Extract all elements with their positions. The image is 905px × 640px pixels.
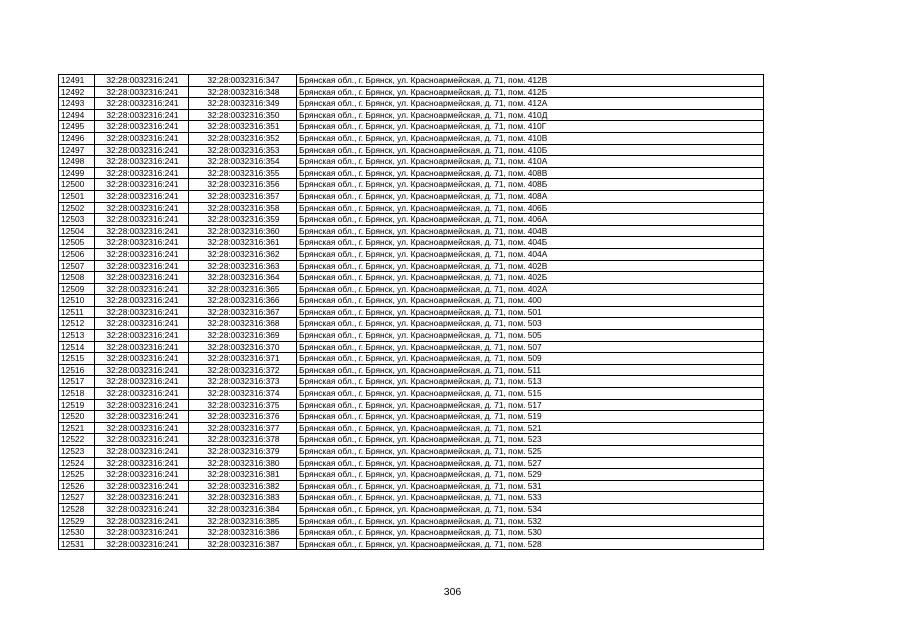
table-row: [59, 295, 764, 307]
cadastral-number-cell: 32:28:0032316:353: [189, 144, 297, 156]
cadastral-number-cell: 32:28:0032316:363: [189, 260, 297, 272]
cadastral-number-cell: 32:28:0032316:355: [189, 167, 297, 179]
cadastral-number-cell: 32:28:0032316:376: [189, 411, 297, 423]
row-number-cell: 12522: [59, 434, 95, 446]
address-cell: Брянская обл., г. Брянск, ул. Красноармейская, д. 71, пом. 521: [297, 422, 764, 434]
row-number-cell: 12493: [59, 98, 95, 110]
cadastral-number-cell: 32:28:0032316:369: [189, 330, 297, 342]
parent-cadastral-number-cell: 32:28:0032316:241: [95, 237, 189, 249]
cadastral-number-cell: 32:28:0032316:354: [189, 156, 297, 168]
parent-cadastral-number-cell: 32:28:0032316:241: [95, 225, 189, 237]
cadastral-number-cell: 32:28:0032316:387: [189, 538, 297, 550]
table-row: [59, 411, 764, 423]
table-row: [59, 353, 764, 365]
parent-cadastral-number-cell: 32:28:0032316:241: [95, 86, 189, 98]
table-row: [59, 121, 764, 133]
address-cell: Брянская обл., г. Брянск, ул. Красноармейская, д. 71, пом. 402В: [297, 260, 764, 272]
row-number-cell: 12504: [59, 225, 95, 237]
row-number-cell: 12511: [59, 306, 95, 318]
table-row: [59, 190, 764, 202]
row-number-cell: 12502: [59, 202, 95, 214]
parent-cadastral-number-cell: 32:28:0032316:241: [95, 167, 189, 179]
row-number-cell: 12501: [59, 190, 95, 202]
table-row: [59, 144, 764, 156]
parent-cadastral-number-cell: 32:28:0032316:241: [95, 364, 189, 376]
address-cell: Брянская обл., г. Брянск, ул. Красноармейская, д. 71, пом. 408А: [297, 190, 764, 202]
address-cell: Брянская обл., г. Брянск, ул. Красноармейская, д. 71, пом. 511: [297, 364, 764, 376]
address-cell: Брянская обл., г. Брянск, ул. Красноармейская, д. 71, пом. 519: [297, 411, 764, 423]
cadastral-number-cell: 32:28:0032316:367: [189, 306, 297, 318]
table-row: [59, 341, 764, 353]
parent-cadastral-number-cell: 32:28:0032316:241: [95, 179, 189, 191]
table-row: [59, 469, 764, 481]
table-row: [59, 538, 764, 550]
address-cell: Брянская обл., г. Брянск, ул. Красноармейская, д. 71, пом. 408В: [297, 167, 764, 179]
address-cell: Брянская обл., г. Брянск, ул. Красноармейская, д. 71, пом. 412А: [297, 98, 764, 110]
parent-cadastral-number-cell: 32:28:0032316:241: [95, 272, 189, 284]
cadastral-number-cell: 32:28:0032316:372: [189, 364, 297, 376]
parent-cadastral-number-cell: 32:28:0032316:241: [95, 121, 189, 133]
row-number-cell: 12507: [59, 260, 95, 272]
row-number-cell: 12496: [59, 132, 95, 144]
address-cell: Брянская обл., г. Брянск, ул. Красноармейская, д. 71, пом. 527: [297, 457, 764, 469]
row-number-cell: 12515: [59, 353, 95, 365]
table-row: [59, 527, 764, 539]
address-cell: Брянская обл., г. Брянск, ул. Красноармейская, д. 71, пом. 410А: [297, 156, 764, 168]
table-row: [59, 330, 764, 342]
address-cell: Брянская обл., г. Брянск, ул. Красноармейская, д. 71, пом. 523: [297, 434, 764, 446]
table-row: [59, 306, 764, 318]
row-number-cell: 12523: [59, 446, 95, 458]
address-cell: Брянская обл., г. Брянск, ул. Красноармейская, д. 71, пом. 402Б: [297, 272, 764, 284]
parent-cadastral-number-cell: 32:28:0032316:241: [95, 376, 189, 388]
address-cell: Брянская обл., г. Брянск, ул. Красноармейская, д. 71, пом. 501: [297, 306, 764, 318]
cadastral-number-cell: 32:28:0032316:352: [189, 132, 297, 144]
row-number-cell: 12519: [59, 399, 95, 411]
cadastral-number-cell: 32:28:0032316:386: [189, 527, 297, 539]
registry-table: [58, 74, 764, 550]
address-cell: Брянская обл., г. Брянск, ул. Красноармейская, д. 71, пом. 404В: [297, 225, 764, 237]
row-number-cell: 12495: [59, 121, 95, 133]
table-row: [59, 434, 764, 446]
parent-cadastral-number-cell: 32:28:0032316:241: [95, 353, 189, 365]
table-row: [59, 202, 764, 214]
cadastral-number-cell: 32:28:0032316:361: [189, 237, 297, 249]
address-cell: Брянская обл., г. Брянск, ул. Красноармейская, д. 71, пом. 513: [297, 376, 764, 388]
cadastral-number-cell: 32:28:0032316:370: [189, 341, 297, 353]
table-row: [59, 446, 764, 458]
row-number-cell: 12521: [59, 422, 95, 434]
address-cell: Брянская обл., г. Брянск, ул. Красноармейская, д. 71, пом. 412В: [297, 75, 764, 87]
table-row: [59, 283, 764, 295]
cadastral-number-cell: 32:28:0032316:378: [189, 434, 297, 446]
cadastral-number-cell: 32:28:0032316:366: [189, 295, 297, 307]
address-cell: Брянская обл., г. Брянск, ул. Красноармейская, д. 71, пом. 406Б: [297, 202, 764, 214]
parent-cadastral-number-cell: 32:28:0032316:241: [95, 480, 189, 492]
cadastral-number-cell: 32:28:0032316:351: [189, 121, 297, 133]
row-number-cell: 12508: [59, 272, 95, 284]
table-row: [59, 492, 764, 504]
cadastral-number-cell: 32:28:0032316:362: [189, 248, 297, 260]
parent-cadastral-number-cell: 32:28:0032316:241: [95, 469, 189, 481]
address-cell: Брянская обл., г. Брянск, ул. Красноармейская, д. 71, пом. 517: [297, 399, 764, 411]
row-number-cell: 12528: [59, 503, 95, 515]
row-number-cell: 12499: [59, 167, 95, 179]
parent-cadastral-number-cell: 32:28:0032316:241: [95, 248, 189, 260]
address-cell: Брянская обл., г. Брянск, ул. Красноармейская, д. 71, пом. 529: [297, 469, 764, 481]
row-number-cell: 12530: [59, 527, 95, 539]
parent-cadastral-number-cell: 32:28:0032316:241: [95, 422, 189, 434]
row-number-cell: 12518: [59, 388, 95, 400]
row-number-cell: 12517: [59, 376, 95, 388]
row-number-cell: 12529: [59, 515, 95, 527]
table-row: [59, 272, 764, 284]
parent-cadastral-number-cell: 32:28:0032316:241: [95, 260, 189, 272]
cadastral-number-cell: 32:28:0032316:347: [189, 75, 297, 87]
parent-cadastral-number-cell: 32:28:0032316:241: [95, 527, 189, 539]
parent-cadastral-number-cell: 32:28:0032316:241: [95, 190, 189, 202]
cadastral-number-cell: 32:28:0032316:382: [189, 480, 297, 492]
row-number-cell: 12506: [59, 248, 95, 260]
address-cell: Брянская обл., г. Брянск, ул. Красноармейская, д. 71, пом. 530: [297, 527, 764, 539]
parent-cadastral-number-cell: 32:28:0032316:241: [95, 492, 189, 504]
table-row: [59, 480, 764, 492]
table-row: [59, 376, 764, 388]
row-number-cell: 12510: [59, 295, 95, 307]
address-cell: Брянская обл., г. Брянск, ул. Красноармейская, д. 71, пом. 404А: [297, 248, 764, 260]
cadastral-number-cell: 32:28:0032316:357: [189, 190, 297, 202]
cadastral-number-cell: 32:28:0032316:356: [189, 179, 297, 191]
parent-cadastral-number-cell: 32:28:0032316:241: [95, 306, 189, 318]
row-number-cell: 12527: [59, 492, 95, 504]
address-cell: Брянская обл., г. Брянск, ул. Красноармейская, д. 71, пом. 410Б: [297, 144, 764, 156]
cadastral-number-cell: 32:28:0032316:359: [189, 214, 297, 226]
cadastral-number-cell: 32:28:0032316:379: [189, 446, 297, 458]
table-row: [59, 248, 764, 260]
address-cell: Брянская обл., г. Брянск, ул. Красноармейская, д. 71, пом. 505: [297, 330, 764, 342]
parent-cadastral-number-cell: 32:28:0032316:241: [95, 75, 189, 87]
row-number-cell: 12531: [59, 538, 95, 550]
registry-table-body: [59, 75, 764, 550]
table-row: [59, 75, 764, 87]
parent-cadastral-number-cell: 32:28:0032316:241: [95, 538, 189, 550]
parent-cadastral-number-cell: 32:28:0032316:241: [95, 132, 189, 144]
cadastral-number-cell: 32:28:0032316:383: [189, 492, 297, 504]
parent-cadastral-number-cell: 32:28:0032316:241: [95, 283, 189, 295]
table-row: [59, 260, 764, 272]
address-cell: Брянская обл., г. Брянск, ул. Красноармейская, д. 71, пом. 509: [297, 353, 764, 365]
row-number-cell: 12526: [59, 480, 95, 492]
table-row: [59, 318, 764, 330]
address-cell: Брянская обл., г. Брянск, ул. Красноармейская, д. 71, пом. 400: [297, 295, 764, 307]
row-number-cell: 12516: [59, 364, 95, 376]
row-number-cell: 12513: [59, 330, 95, 342]
address-cell: Брянская обл., г. Брянск, ул. Красноармейская, д. 71, пом. 412Б: [297, 86, 764, 98]
page-number: 306: [443, 586, 462, 598]
address-cell: Брянская обл., г. Брянск, ул. Красноармейская, д. 71, пом. 410Д: [297, 109, 764, 121]
row-number-cell: 12500: [59, 179, 95, 191]
address-cell: Брянская обл., г. Брянск, ул. Красноармейская, д. 71, пом. 503: [297, 318, 764, 330]
address-cell: Брянская обл., г. Брянск, ул. Красноармейская, д. 71, пом. 404Б: [297, 237, 764, 249]
parent-cadastral-number-cell: 32:28:0032316:241: [95, 295, 189, 307]
parent-cadastral-number-cell: 32:28:0032316:241: [95, 446, 189, 458]
parent-cadastral-number-cell: 32:28:0032316:241: [95, 411, 189, 423]
cadastral-number-cell: 32:28:0032316:384: [189, 503, 297, 515]
registry-sheet: [58, 74, 764, 550]
table-row: [59, 179, 764, 191]
row-number-cell: 12492: [59, 86, 95, 98]
parent-cadastral-number-cell: 32:28:0032316:241: [95, 156, 189, 168]
address-cell: Брянская обл., г. Брянск, ул. Красноармейская, д. 71, пом. 531: [297, 480, 764, 492]
parent-cadastral-number-cell: 32:28:0032316:241: [95, 330, 189, 342]
row-number-cell: 12525: [59, 469, 95, 481]
table-row: [59, 214, 764, 226]
parent-cadastral-number-cell: 32:28:0032316:241: [95, 109, 189, 121]
row-number-cell: 12497: [59, 144, 95, 156]
parent-cadastral-number-cell: 32:28:0032316:241: [95, 318, 189, 330]
row-number-cell: 12524: [59, 457, 95, 469]
address-cell: Брянская обл., г. Брянск, ул. Красноармейская, д. 71, пом. 533: [297, 492, 764, 504]
parent-cadastral-number-cell: 32:28:0032316:241: [95, 515, 189, 527]
address-cell: Брянская обл., г. Брянск, ул. Красноармейская, д. 71, пом. 534: [297, 503, 764, 515]
cadastral-number-cell: 32:28:0032316:365: [189, 283, 297, 295]
table-row: [59, 457, 764, 469]
parent-cadastral-number-cell: 32:28:0032316:241: [95, 98, 189, 110]
table-row: [59, 109, 764, 121]
address-cell: Брянская обл., г. Брянск, ул. Красноармейская, д. 71, пом. 402А: [297, 283, 764, 295]
table-row: [59, 237, 764, 249]
cadastral-number-cell: 32:28:0032316:360: [189, 225, 297, 237]
address-cell: Брянская обл., г. Брянск, ул. Красноармейская, д. 71, пом. 410Г: [297, 121, 764, 133]
table-row: [59, 515, 764, 527]
address-cell: Брянская обл., г. Брянск, ул. Красноармейская, д. 71, пом. 515: [297, 388, 764, 400]
row-number-cell: 12520: [59, 411, 95, 423]
address-cell: Брянская обл., г. Брянск, ул. Красноармейская, д. 71, пом. 507: [297, 341, 764, 353]
cadastral-number-cell: 32:28:0032316:349: [189, 98, 297, 110]
address-cell: Брянская обл., г. Брянск, ул. Красноармейская, д. 71, пом. 528: [297, 538, 764, 550]
row-number-cell: 12514: [59, 341, 95, 353]
address-cell: Брянская обл., г. Брянск, ул. Красноармейская, д. 71, пом. 408Б: [297, 179, 764, 191]
cadastral-number-cell: 32:28:0032316:377: [189, 422, 297, 434]
cadastral-number-cell: 32:28:0032316:368: [189, 318, 297, 330]
parent-cadastral-number-cell: 32:28:0032316:241: [95, 202, 189, 214]
table-row: [59, 167, 764, 179]
table-row: [59, 156, 764, 168]
address-cell: Брянская обл., г. Брянск, ул. Красноармейская, д. 71, пом. 525: [297, 446, 764, 458]
address-cell: Брянская обл., г. Брянск, ул. Красноармейская, д. 71, пом. 410В: [297, 132, 764, 144]
cadastral-number-cell: 32:28:0032316:358: [189, 202, 297, 214]
row-number-cell: 12512: [59, 318, 95, 330]
table-row: [59, 388, 764, 400]
cadastral-number-cell: 32:28:0032316:371: [189, 353, 297, 365]
cadastral-number-cell: 32:28:0032316:381: [189, 469, 297, 481]
row-number-cell: 12494: [59, 109, 95, 121]
row-number-cell: 12505: [59, 237, 95, 249]
table-row: [59, 503, 764, 515]
parent-cadastral-number-cell: 32:28:0032316:241: [95, 214, 189, 226]
parent-cadastral-number-cell: 32:28:0032316:241: [95, 341, 189, 353]
table-row: [59, 86, 764, 98]
parent-cadastral-number-cell: 32:28:0032316:241: [95, 388, 189, 400]
table-row: [59, 422, 764, 434]
table-row: [59, 364, 764, 376]
cadastral-number-cell: 32:28:0032316:375: [189, 399, 297, 411]
parent-cadastral-number-cell: 32:28:0032316:241: [95, 399, 189, 411]
cadastral-number-cell: 32:28:0032316:374: [189, 388, 297, 400]
cadastral-number-cell: 32:28:0032316:350: [189, 109, 297, 121]
address-cell: Брянская обл., г. Брянск, ул. Красноармейская, д. 71, пом. 532: [297, 515, 764, 527]
table-row: [59, 399, 764, 411]
cadastral-number-cell: 32:28:0032316:380: [189, 457, 297, 469]
cadastral-number-cell: 32:28:0032316:348: [189, 86, 297, 98]
parent-cadastral-number-cell: 32:28:0032316:241: [95, 434, 189, 446]
table-row: [59, 98, 764, 110]
row-number-cell: 12509: [59, 283, 95, 295]
row-number-cell: 12491: [59, 75, 95, 87]
parent-cadastral-number-cell: 32:28:0032316:241: [95, 503, 189, 515]
cadastral-number-cell: 32:28:0032316:373: [189, 376, 297, 388]
row-number-cell: 12503: [59, 214, 95, 226]
parent-cadastral-number-cell: 32:28:0032316:241: [95, 144, 189, 156]
parent-cadastral-number-cell: 32:28:0032316:241: [95, 457, 189, 469]
cadastral-number-cell: 32:28:0032316:364: [189, 272, 297, 284]
table-row: [59, 225, 764, 237]
address-cell: Брянская обл., г. Брянск, ул. Красноармейская, д. 71, пом. 406А: [297, 214, 764, 226]
table-row: [59, 132, 764, 144]
row-number-cell: 12498: [59, 156, 95, 168]
cadastral-number-cell: 32:28:0032316:385: [189, 515, 297, 527]
